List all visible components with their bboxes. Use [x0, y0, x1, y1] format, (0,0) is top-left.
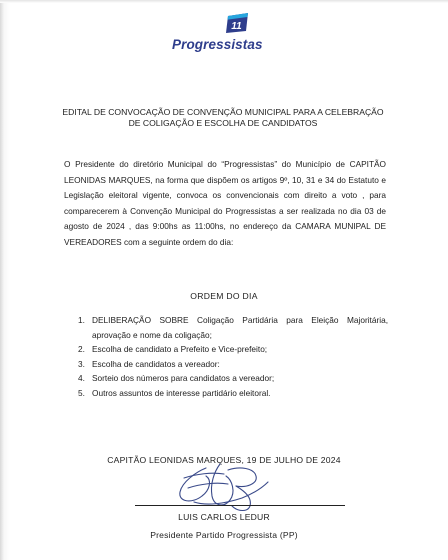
list-item-text: Escolha de candidatos a vereador:: [92, 358, 220, 369]
agenda-list: [76, 313, 388, 401]
handwritten-signature-icon: [166, 458, 278, 516]
agenda-heading: ORDEM DO DIA: [190, 291, 258, 301]
list-item-text: Escolha de candidato a Prefeito e Vice-prefeito;: [92, 344, 268, 355]
scan-edge: [0, 0, 448, 3]
list-item: [76, 357, 388, 372]
list-item-number: 1.: [78, 315, 85, 325]
progressistas-logo-icon: [224, 12, 250, 34]
list-item: [76, 342, 388, 357]
title-line-2: DE COLIGAÇÃO E ESCOLHA DE CANDIDATOS: [128, 118, 318, 128]
logo-number: 11: [231, 21, 242, 32]
place-and-date: CAPITÃO LEONIDAS MARQUES, 19 DE JULHO DE 2024: [107, 455, 341, 465]
party-logo: [168, 10, 288, 56]
signer-role: Presidente Partido Progressista (PP): [150, 530, 298, 540]
list-item-number: 5.: [78, 387, 85, 398]
list-item-number: 2.: [78, 344, 85, 355]
list-item-text: Outros assuntos de interesse partidário eleitoral.: [92, 387, 271, 398]
signer-name: LUIS CARLOS LEDUR: [178, 512, 270, 522]
document-title: [40, 107, 406, 129]
signature-line: [135, 505, 345, 506]
list-item: [76, 386, 388, 401]
list-item: [76, 371, 388, 386]
list-item: [76, 313, 388, 342]
convocation-paragraph: O Presidente do diretório Municipal do “Progressistas” do Município de CAPITÃO LEONIDAS MARQUES, na forma que dispõem os artigos 9º, 10, 31 e 34 do Estatuto e Legislação eleitoral vigente, convoca os convencionais com direito a voto , para comparecerem à Convenção Municipal do Progressistas a ser realizada no dia 03 de agosto de 2024 , das 9:00hs as 11:00hs, no endereço da CAMARA MUNIPAL DE VEREADORES com a seguinte ordem do dia:: [64, 159, 386, 247]
title-line-1: EDITAL DE CONVOCAÇÃO DE CONVENÇÃO MUNICIPAL PARA A CELEBRAÇÃO: [62, 107, 384, 117]
list-item-number: 4.: [78, 373, 85, 384]
logo-wordmark: Progressistas: [172, 37, 263, 52]
list-item-text: Sorteio dos números para candidatos a vereador;: [92, 373, 275, 384]
list-item-text: DELIBERAÇÃO SOBRE Coligação Partidária para Eleição Majoritária, aprovação e nome da coligação;: [92, 315, 388, 340]
list-item-number: 3.: [78, 358, 85, 369]
